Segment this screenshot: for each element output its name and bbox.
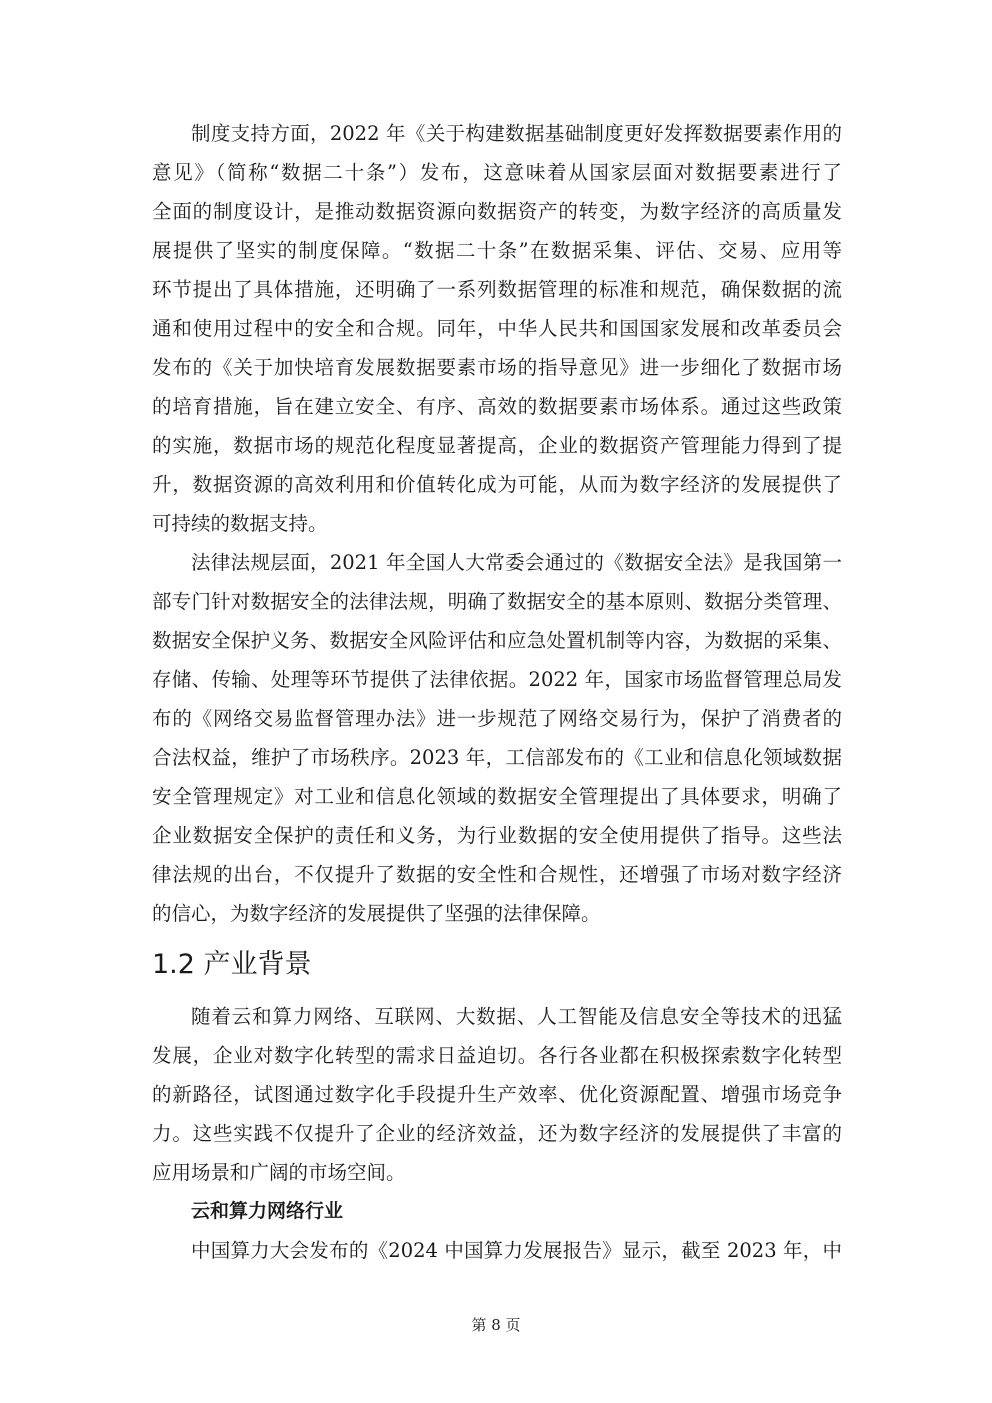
section-heading: 1.2 产业背景 — [152, 949, 312, 980]
paragraph-institutional-support — [152, 114, 842, 543]
text-line: 通和使用过程中的安全和合规。同年，中华人民共和国国家发展和改革委员会 — [152, 317, 842, 340]
text-line: 展提供了坚实的制度保障。“数据二十条”在数据采集、评估、交易、应用等 — [152, 239, 842, 262]
text-line: 部专门针对数据安全的法律法规，明确了数据安全的基本原则、数据分类管理、 — [152, 590, 842, 613]
paragraph-laws-regulations — [152, 543, 842, 933]
page-number: 第 8 页 — [471, 1316, 521, 1334]
text-line: 全面的制度设计，是推动数据资源向数据资产的转变，为数字经济的高质量发 — [152, 200, 842, 223]
text-line: 律法规的出台，不仅提升了数据的安全性和合规性，还增强了市场对数字经济 — [152, 863, 842, 886]
text-line: 企业数据安全保护的责任和义务，为行业数据的安全使用提供了指导。这些法 — [152, 824, 842, 847]
text-line: 制度支持方面，2022 年《关于构建数据基础制度更好发挥数据要素作用的 — [191, 122, 842, 145]
paragraph-industry-background — [152, 997, 842, 1192]
text-line: 力。这些实践不仅提升了企业的经济效益，还为数字经济的发展提供了丰富的 — [152, 1122, 842, 1145]
text-line: 安全管理规定》对工业和信息化领域的数据安全管理提出了具体要求，明确了 — [152, 785, 842, 808]
text-line: 的实施，数据市场的规范化程度显著提高，企业的数据资产管理能力得到了提 — [152, 434, 842, 457]
text-line: 法律法规层面，2021 年全国人大常委会通过的《数据安全法》是我国第一 — [191, 551, 842, 574]
text-line: 合法权益，维护了市场秩序。2023 年，工信部发布的《工业和信息化领域数据 — [152, 746, 842, 769]
text-line: 发布的《关于加快培育发展数据要素市场的指导意见》进一步细化了数据市场 — [152, 356, 842, 379]
subsection-heading: 云和算力网络行业 — [191, 1200, 344, 1222]
text-line: 意见》（简称“数据二十条”）发布，这意味着从国家层面对数据要素进行了 — [152, 161, 842, 184]
text-line: 应用场景和广阔的市场空间。 — [152, 1161, 406, 1184]
paragraph-computing-power — [152, 1231, 842, 1270]
text-line: 发展，企业对数字化转型的需求日益迫切。各行各业都在积极探索数字化转型 — [152, 1044, 842, 1067]
text-line: 的信心，为数字经济的发展提供了坚强的法律保障。 — [152, 902, 601, 925]
text-line: 可持续的数据支持。 — [152, 512, 328, 535]
text-line: 随着云和算力网络、互联网、大数据、人工智能及信息安全等技术的迅猛 — [191, 1005, 842, 1028]
text-line: 数据安全保护义务、数据安全风险评估和应急处置机制等内容，为数据的采集、 — [152, 629, 842, 652]
text-line: 环节提出了具体措施，还明确了一系列数据管理的标准和规范，确保数据的流 — [152, 278, 842, 301]
text-line: 升，数据资源的高效利用和价值转化成为可能，从而为数字经济的发展提供了 — [152, 473, 842, 496]
text-line: 布的《网络交易监督管理办法》进一步规范了网络交易行为，保护了消费者的 — [152, 707, 842, 730]
text-line: 的新路径，试图通过数字化手段提升生产效率、优化资源配置、增强市场竞争 — [152, 1083, 842, 1106]
text-line: 的培育措施，旨在建立安全、有序、高效的数据要素市场体系。通过这些政策 — [152, 395, 842, 418]
text-line: 存储、传输、处理等环节提供了法律依据。2022 年，国家市场监督管理总局发 — [152, 668, 842, 691]
document-body — [152, 114, 842, 1270]
text-line: 中国算力大会发布的《2024 中国算力发展报告》显示，截至 2023 年，中 — [191, 1239, 842, 1262]
